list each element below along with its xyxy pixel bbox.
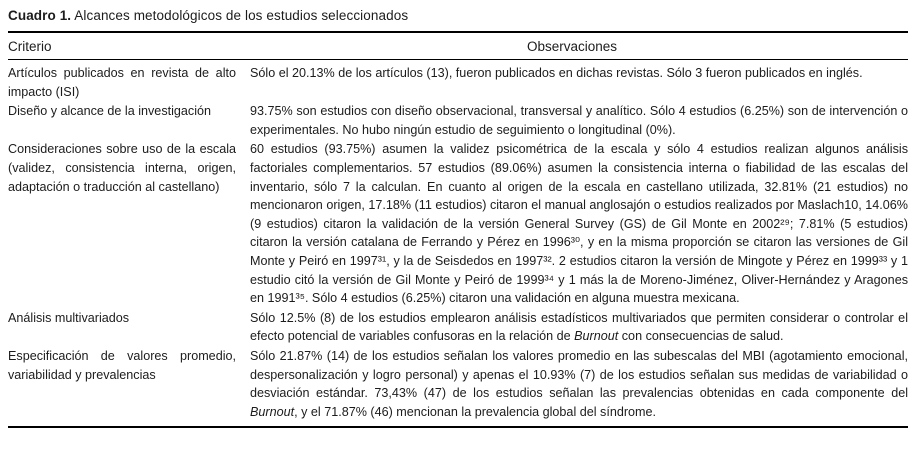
observacion-segment: Sólo el 20.13% de los artículos (13), fueron publicados en dichas revistas. Sólo 3 fueron publicados en inglés. [250,66,863,80]
observacion-segment: , y el 71.87% (46) mencionan la prevalencia global del síndrome. [294,404,657,419]
observacion-segment-italic: Burnout [574,329,619,344]
row-criterio: Análisis multivariados [8,310,130,325]
observacion-segment-italic: Burnout [250,404,295,419]
table-title-label: Cuadro 1. [8,8,72,23]
row-observaciones [250,347,908,421]
row-observaciones [250,64,908,101]
observacion-segment: con consecuencias de salud. [618,329,784,344]
table-body [8,60,908,428]
row-criterio: Artículos publicados en revista de alto impacto (ISI) [8,66,236,99]
row-criterio: Especificación de valores promedio, variabilidad y prevalencias [8,348,236,382]
table-row [8,139,908,307]
row-criterio: Consideraciones sobre uso de la escala (validez, consistencia interna, origen, adaptación o traducción al castellano) [8,142,236,194]
observacion-segment: Sólo 12.5% (8) de los estudios emplearon análisis estadísticos multivariados que permiten considerar o controlar el efecto potencial de variables confusoras en la relación de [250,310,908,344]
column-header-observaciones: Observaciones [526,39,618,54]
table-row [8,101,908,139]
table-title-text: Alcances metodológicos de los estudios seleccionados [71,8,409,23]
table-row [8,308,908,346]
row-observaciones [250,309,908,346]
observacion-segment: Sólo 21.87% (14) de los estudios señalan los valores promedio en las subescalas del MBI (agotamiento emocional, despersonalización y logro personal) y apenas el 10.93% (7) de los estudios señalan sus medidas de variabilidad o desviación estándar. 73,43% (47) de los estudios señalan las prevalencias obtenidas en cada componente del [250,348,908,401]
table-row [8,63,908,101]
row-criterio: Diseño y alcance de la investigación [8,104,212,119]
row-observaciones [250,102,908,139]
observacion-segment: 93.75% son estudios con diseño observacional, transversal y analítico. Sólo 4 estudios (6.25%) son de intervención o experimentales. No hubo ningún estudio de seguimiento o longitudinal (0%). [250,104,908,137]
table-title [8,5,908,31]
observacion-segment: 60 estudios (93.75%) asumen la validez psicométrica de la escala y sólo 4 estudios realizan algunos análisis factoriales complementarios. 57 estudios (89.06%) asumen la consistencia interna o fiabilidad de las escalas del inventario, sólo 7 la calculan. En cuanto al origen de la escala en castellano utilizada, 32.81% (21 estudios) no mencionaron origen, 17.18% (11 estudios) citaron el manual anglosajón o estudios realizados por Maslach10, 14.06% (9 estudios) citaron la validación de la versión General Survey (GS) de Gil Monte en 2002²⁹; 7.81% (5 estudios) citaron la versión catalana de Ferrando y Pérez en 1996³⁰, y en la misma proporción se citaron las versiones de Gil Monte y Peiró en 1997³¹, y la de Seisdedos en 1997³². 2 estudios citaron la versión de Mingote y Pérez en 1999³³ y 1 estudio citó la versión de Gil Monte y Peiró de 1999³⁴ y 1 más la de Moreno-Jiménez, Oliver-Hernández y Aragones en 1991³⁵. Sólo 4 estudios (6.25%) citaron una validación en alguna muestra mexicana. [250,142,908,306]
table-header-row [8,31,908,60]
table-row [8,346,908,421]
row-observaciones [250,140,908,307]
column-header-criterio: Criterio [8,39,52,54]
